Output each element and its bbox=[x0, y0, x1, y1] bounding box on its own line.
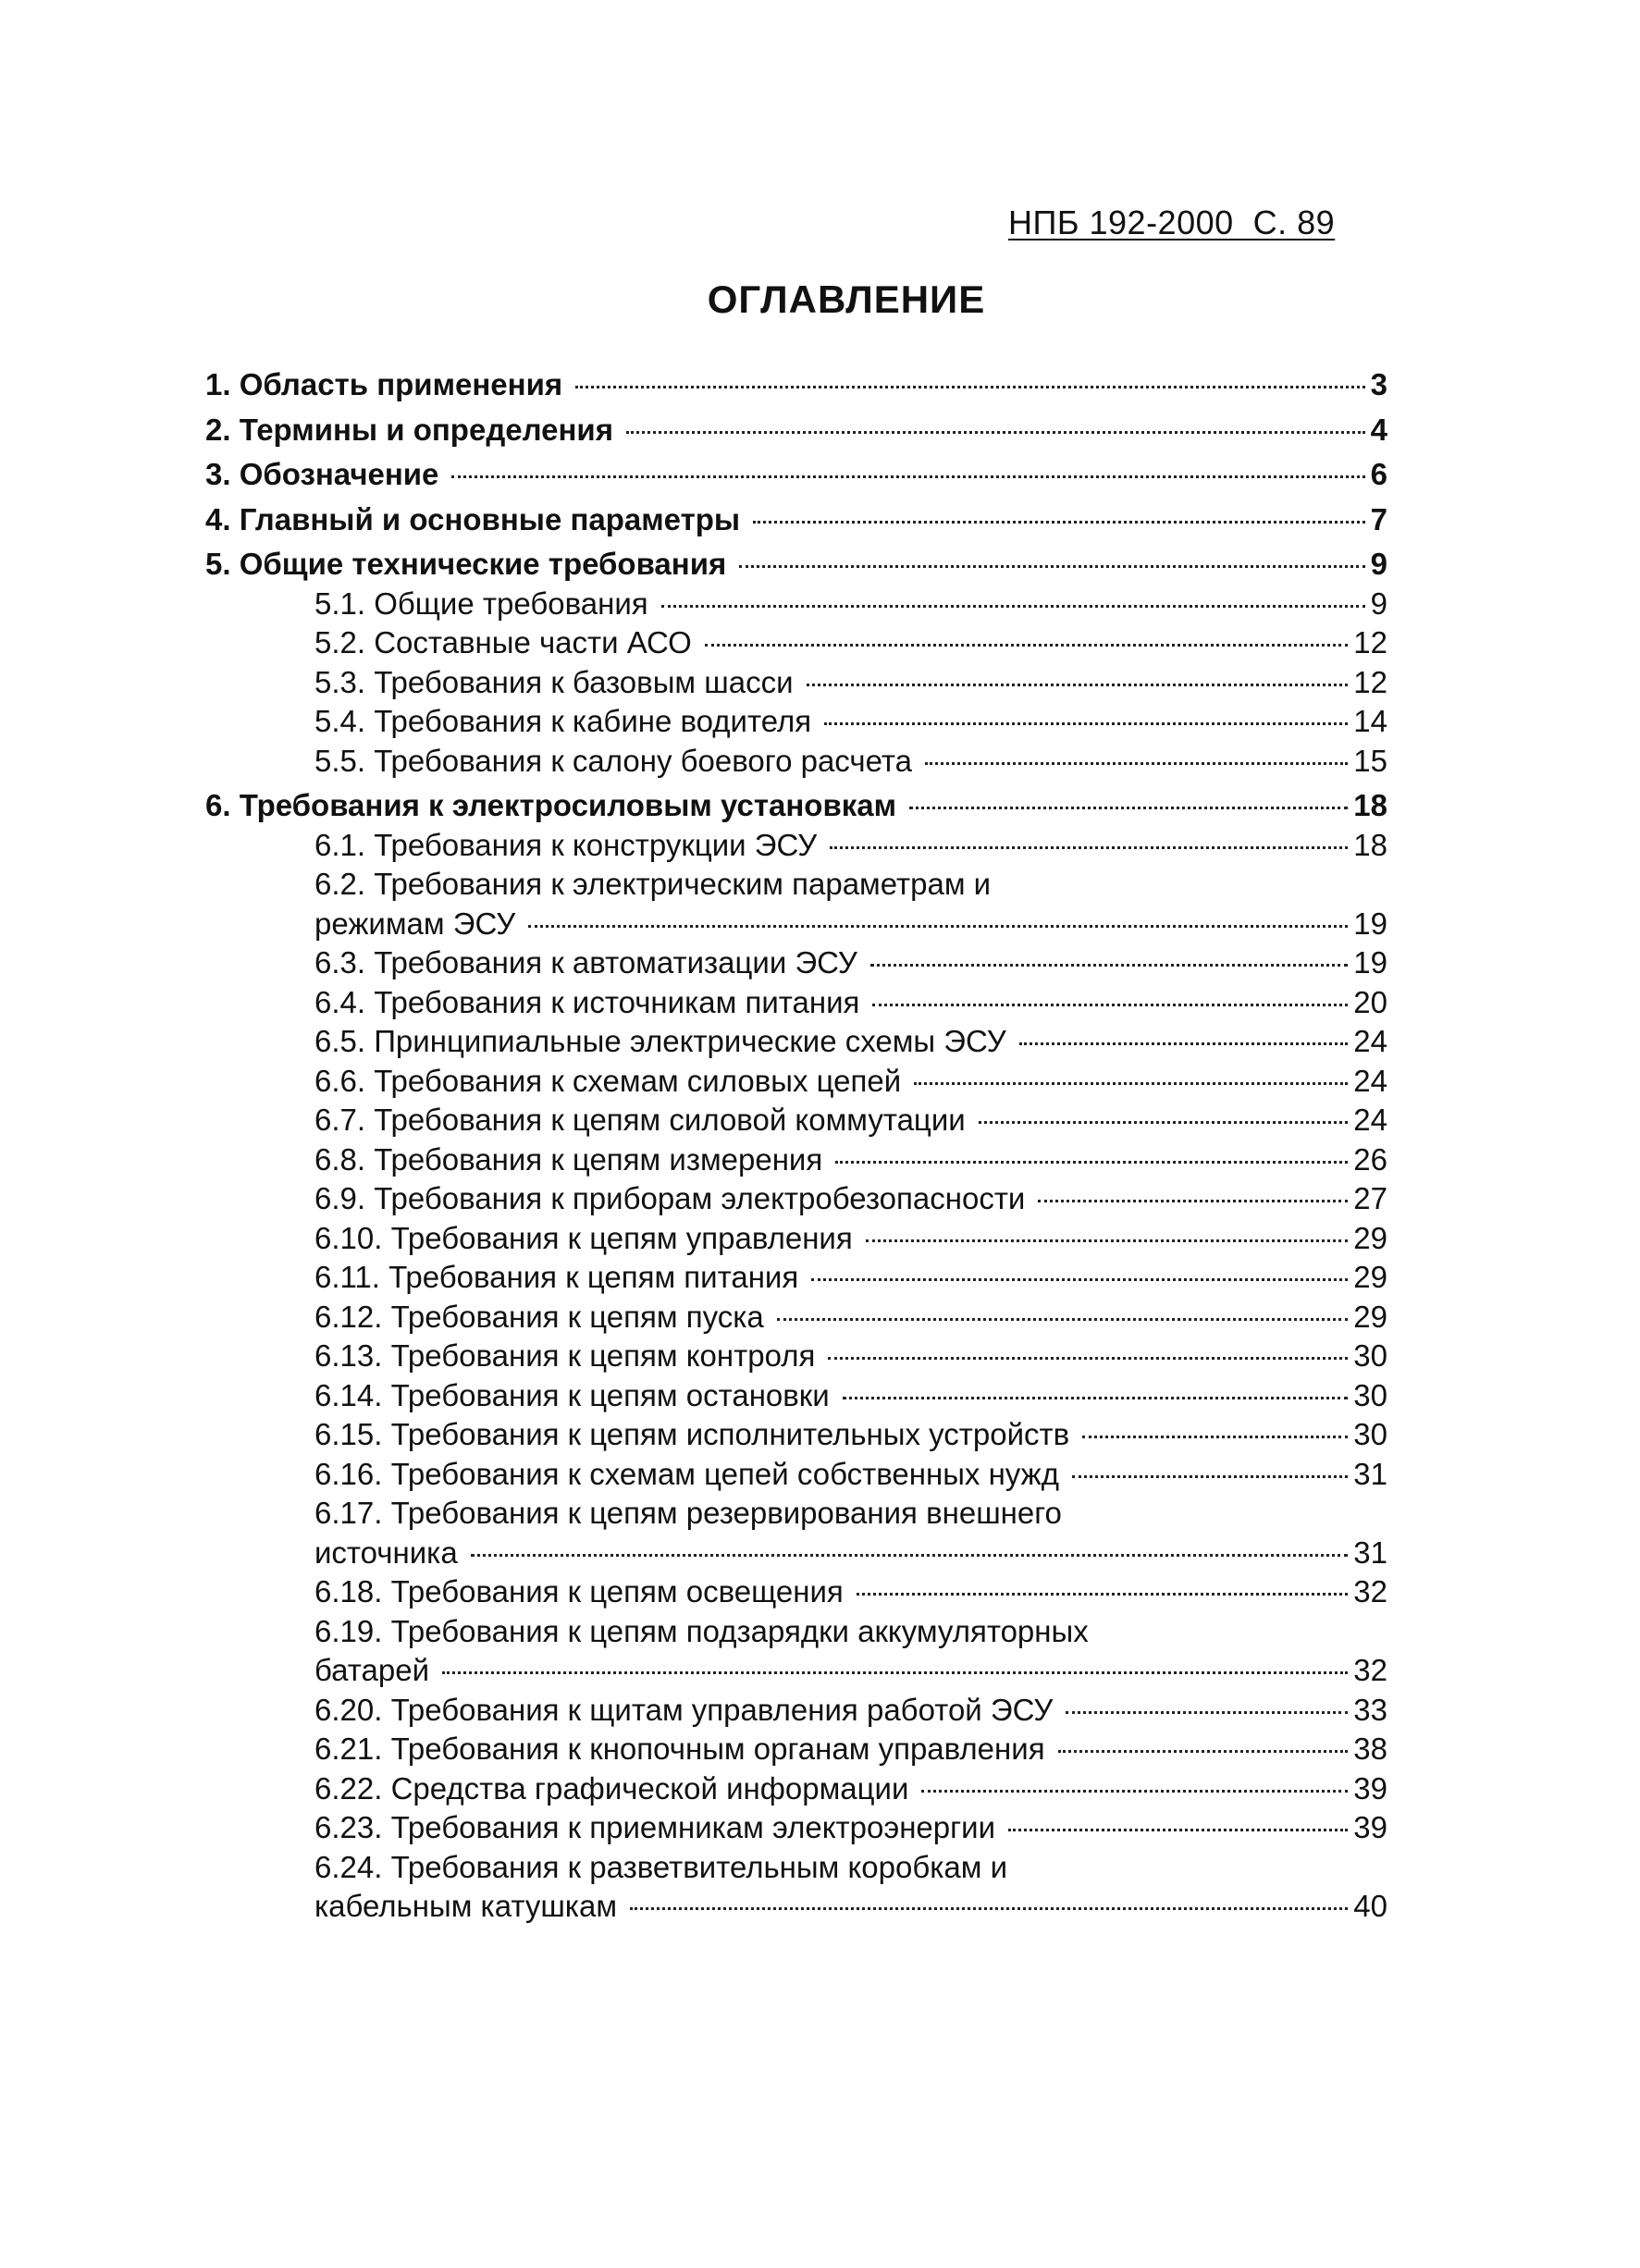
toc-entry bbox=[205, 1337, 1387, 1376]
toc-entry-label: кабельным катушкам bbox=[314, 1889, 618, 1923]
toc-entry-label: 6.7. Требования к цепям силовой коммутации bbox=[314, 1103, 966, 1137]
toc-entry-page-number: 39 bbox=[1353, 1770, 1387, 1806]
toc-dot-leader bbox=[575, 386, 1365, 388]
toc-entry-first-line: 6.19. Требования к цепям подзарядки аккумуляторных bbox=[314, 1613, 1089, 1648]
toc-entry bbox=[205, 983, 1387, 1023]
toc-dot-leader bbox=[843, 1397, 1349, 1399]
toc-dot-leader bbox=[857, 1593, 1349, 1596]
toc-entry-page-number: 38 bbox=[1353, 1732, 1387, 1766]
toc-entry-page-number: 33 bbox=[1353, 1692, 1387, 1727]
toc-dot-leader bbox=[866, 1239, 1349, 1242]
toc-entry-page-number: 26 bbox=[1353, 1141, 1387, 1177]
toc-entry-page-number: 14 bbox=[1353, 704, 1387, 738]
toc-entry bbox=[205, 1101, 1387, 1140]
toc-entry-page-number: 32 bbox=[1353, 1574, 1387, 1609]
toc-entry-first-line: 6.2. Требования к электрическим параметрам и bbox=[314, 867, 992, 901]
toc-dot-leader bbox=[705, 644, 1348, 647]
toc-dot-leader bbox=[835, 1161, 1348, 1164]
toc-entry-label: 6.23. Требования к приемникам электроэнергии bbox=[314, 1810, 996, 1844]
toc-entry-label: 5. Общие технические требования bbox=[205, 547, 727, 581]
toc-entry-page-number: 31 bbox=[1353, 1456, 1387, 1491]
toc-entry-label: 6.6. Требования к схемам силовых цепей bbox=[314, 1063, 902, 1098]
toc-entry-page-number: 29 bbox=[1353, 1220, 1387, 1255]
toc-entry bbox=[205, 1769, 1387, 1809]
toc-entry-page-number: 31 bbox=[1353, 1535, 1387, 1570]
toc-dot-leader bbox=[661, 605, 1365, 608]
toc-entry-label: 3. Обозначение bbox=[205, 457, 439, 491]
toc-entry-page-number: 19 bbox=[1353, 906, 1387, 941]
toc-entry-page-number: 27 bbox=[1353, 1181, 1387, 1215]
toc-dot-leader bbox=[811, 1278, 1348, 1281]
toc-entry bbox=[205, 411, 1387, 450]
toc-entry bbox=[205, 1415, 1387, 1455]
toc-entry-label: 6.14. Требования к цепям остановки bbox=[314, 1377, 830, 1412]
toc-entry bbox=[205, 1455, 1387, 1495]
toc-entry-label: 6.11. Требования к цепям питания bbox=[314, 1260, 799, 1294]
toc-entry-page-number: 7 bbox=[1370, 501, 1387, 536]
toc-entry-label: 6.10. Требования к цепям управления bbox=[314, 1220, 853, 1255]
toc-dot-leader bbox=[1019, 1042, 1349, 1045]
toc-entry bbox=[205, 1179, 1387, 1219]
toc-entry-page-number: 15 bbox=[1353, 743, 1387, 778]
toc-entry-page-number: 29 bbox=[1353, 1260, 1387, 1294]
toc-entry bbox=[205, 1298, 1387, 1337]
toc-entry bbox=[205, 905, 1387, 944]
toc-entry bbox=[205, 623, 1387, 663]
toc-entry bbox=[205, 826, 1387, 866]
toc-entry-label: 6.4. Требования к источникам питания bbox=[314, 984, 860, 1019]
toc-entry-label: 4. Главный и основные параметры bbox=[205, 501, 741, 536]
toc-entry-label: 6.21. Требования к кнопочным органам управления bbox=[314, 1732, 1045, 1766]
toc-entry bbox=[205, 545, 1387, 585]
toc-entry bbox=[205, 1534, 1387, 1573]
toc-entry-page-number: 30 bbox=[1353, 1377, 1387, 1412]
toc-entry bbox=[205, 786, 1387, 826]
toc-entry bbox=[205, 1808, 1387, 1848]
toc-entry bbox=[205, 1887, 1387, 1927]
toc-entry-label: 5.5. Требования к салону боевого расчета bbox=[314, 743, 912, 778]
toc-entry-page-number: 9 bbox=[1370, 585, 1387, 621]
toc-entry-page-number: 30 bbox=[1353, 1338, 1387, 1373]
toc-entry-page-number: 40 bbox=[1353, 1889, 1387, 1923]
toc-entry bbox=[205, 1572, 1387, 1612]
toc-entry-label: 5.1. Общие требования bbox=[314, 585, 648, 621]
toc-entry bbox=[205, 702, 1387, 742]
toc-entry-label: 6.20. Требования к щитам управления работой ЭСУ bbox=[314, 1692, 1054, 1727]
toc-dot-leader bbox=[739, 565, 1364, 568]
toc-entry-label: 6.9. Требования к приборам электробезопасности bbox=[314, 1181, 1026, 1215]
toc-entry-label: 6.15. Требования к цепям исполнительных устройств bbox=[314, 1417, 1070, 1451]
toc-entry bbox=[205, 1062, 1387, 1102]
toc-entry bbox=[205, 943, 1387, 983]
toc-dot-leader bbox=[753, 521, 1365, 524]
toc-entry-page-number: 24 bbox=[1353, 1024, 1387, 1058]
toc-dot-leader bbox=[830, 846, 1348, 849]
table-of-contents bbox=[205, 365, 1387, 1927]
toc-entry-page-number: 32 bbox=[1353, 1653, 1387, 1687]
toc-dot-leader bbox=[1066, 1711, 1348, 1714]
toc-dot-leader bbox=[626, 431, 1365, 434]
toc-dot-leader bbox=[828, 1357, 1348, 1360]
toc-dot-leader bbox=[921, 1790, 1348, 1793]
toc-dot-leader bbox=[1072, 1475, 1348, 1478]
toc-entry-page-number: 3 bbox=[1370, 367, 1387, 401]
toc-entry bbox=[205, 1691, 1387, 1731]
toc-entry-label: 2. Термины и определения bbox=[205, 412, 613, 447]
toc-entry-label: 6.18. Требования к цепям освещения bbox=[314, 1574, 844, 1609]
toc-dot-leader bbox=[824, 722, 1348, 725]
toc-entry-label: 1. Область применения bbox=[205, 367, 563, 401]
toc-dot-leader bbox=[1082, 1436, 1348, 1438]
toc-entry-label: 6.22. Средства графической информации bbox=[314, 1770, 909, 1806]
toc-entry-label: 6. Требования к электросиловым установкам bbox=[205, 788, 897, 822]
toc-dot-leader bbox=[872, 1004, 1348, 1006]
toc-entry-page-number: 29 bbox=[1353, 1299, 1387, 1334]
toc-entry bbox=[205, 1730, 1387, 1769]
toc-entry bbox=[205, 500, 1387, 540]
toc-entry bbox=[205, 455, 1387, 495]
toc-dot-leader bbox=[914, 1082, 1348, 1085]
toc-dot-leader bbox=[925, 762, 1348, 765]
toc-entry-page-number: 30 bbox=[1353, 1417, 1387, 1451]
toc-entry-page-number: 20 bbox=[1353, 984, 1387, 1019]
toc-dot-leader bbox=[1038, 1200, 1348, 1202]
toc-entry-label: 5.2. Составные части АСО bbox=[314, 625, 692, 659]
toc-dot-leader bbox=[807, 684, 1349, 686]
toc-entry-label: 5.3. Требования к базовым шасси bbox=[314, 664, 794, 699]
page-header-doc-ref: НПБ 192-2000 С. 89 bbox=[1008, 203, 1336, 241]
toc-dot-leader bbox=[471, 1554, 1349, 1557]
toc-entry-label: 6.13. Требования к цепям контроля bbox=[314, 1338, 816, 1373]
toc-entry-label: 6.1. Требования к конструкции ЭСУ bbox=[314, 827, 818, 862]
toc-entry-label: режимам ЭСУ bbox=[314, 906, 516, 941]
toc-dot-leader bbox=[870, 964, 1348, 967]
toc-dot-leader bbox=[1008, 1829, 1348, 1831]
toc-entry-page-number: 24 bbox=[1353, 1063, 1387, 1098]
toc-entry bbox=[205, 1140, 1387, 1180]
toc-entry bbox=[205, 1651, 1387, 1691]
toc-entry-label: 6.8. Требования к цепям измерения bbox=[314, 1141, 823, 1177]
page-title: ОГЛАВЛЕНИЕ bbox=[707, 277, 986, 321]
toc-entry-page-number: 24 bbox=[1353, 1103, 1387, 1137]
toc-entry bbox=[205, 365, 1387, 405]
toc-entry-label: 6.16. Требования к схемам цепей собственных нужд bbox=[314, 1456, 1060, 1491]
toc-entry-page-number: 39 bbox=[1353, 1810, 1387, 1844]
toc-entry-page-number: 6 bbox=[1370, 457, 1387, 491]
toc-entry-page-number: 19 bbox=[1353, 945, 1387, 980]
toc-entry bbox=[205, 585, 1387, 624]
toc-entry bbox=[205, 1376, 1387, 1416]
toc-dot-leader bbox=[979, 1121, 1349, 1124]
toc-entry bbox=[205, 1219, 1387, 1259]
toc-dot-leader bbox=[1058, 1750, 1349, 1753]
toc-entry-label: 5.4. Требования к кабине водителя bbox=[314, 704, 812, 738]
toc-entry-label: 6.5. Принципиальные электрические схемы ЭСУ bbox=[314, 1024, 1006, 1058]
toc-entry-page-number: 12 bbox=[1353, 664, 1387, 699]
toc-entry-page-number: 18 bbox=[1353, 788, 1387, 822]
toc-entry-page-number: 18 bbox=[1353, 827, 1387, 862]
toc-entry bbox=[205, 1022, 1387, 1062]
toc-dot-leader bbox=[528, 925, 1348, 928]
toc-entry-page-number: 12 bbox=[1353, 625, 1387, 659]
toc-dot-leader bbox=[909, 807, 1348, 809]
toc-dot-leader bbox=[777, 1318, 1349, 1321]
toc-dot-leader bbox=[442, 1671, 1348, 1674]
toc-entry-label: источника bbox=[314, 1535, 458, 1570]
toc-entry-label: 6.12. Требования к цепям пуска bbox=[314, 1299, 764, 1334]
toc-entry bbox=[205, 663, 1387, 703]
toc-entry-label: 6.3. Требования к автоматизации ЭСУ bbox=[314, 945, 857, 980]
toc-entry-label: батарей bbox=[314, 1653, 430, 1687]
toc-entry-first-line: 6.17. Требования к цепям резервирования внешнего bbox=[314, 1496, 1062, 1530]
toc-entry bbox=[205, 742, 1387, 782]
toc-entry-page-number: 4 bbox=[1370, 412, 1387, 447]
toc-dot-leader bbox=[451, 475, 1364, 478]
toc-entry bbox=[205, 1258, 1387, 1298]
toc-entry-first-line: 6.24. Требования к разветвительным коробкам и bbox=[314, 1849, 1008, 1884]
toc-dot-leader bbox=[630, 1907, 1348, 1910]
toc-entry-page-number: 9 bbox=[1370, 547, 1387, 581]
